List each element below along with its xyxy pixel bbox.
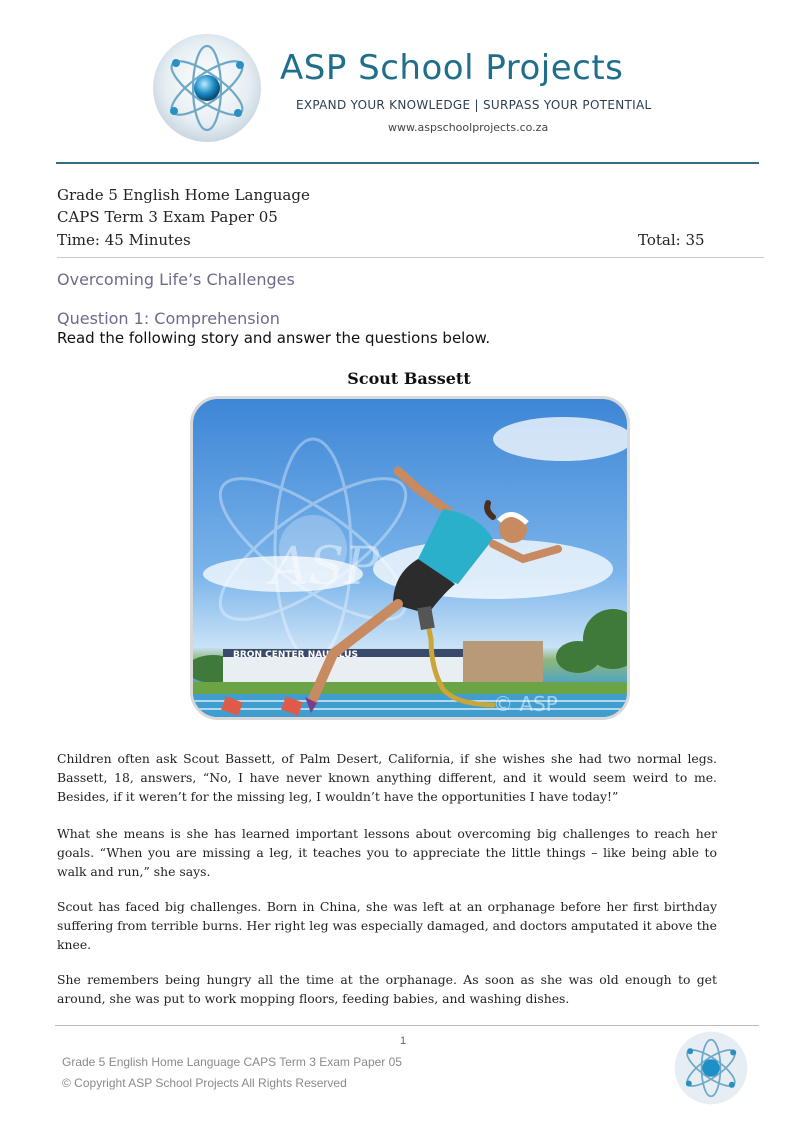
story-paragraph-2: What she means is she has learned important lessons about overcoming big challenges to reach her goals. “When you are missing a leg, it teaches you to appreciate the little things – like being able to walk and run,” she says. <box>57 826 717 879</box>
page-number: 1 <box>400 1035 407 1047</box>
info-divider <box>57 257 764 258</box>
question-instruction: Read the following story and answer the questions below. <box>57 329 491 347</box>
brand-url[interactable]: www.aspschoolprojects.co.za <box>388 121 549 134</box>
section-title: Overcoming Life’s Challenges <box>57 270 295 289</box>
exam-time: Time: 45 Minutes <box>57 231 191 249</box>
exam-paper: CAPS Term 3 Exam Paper 05 <box>57 208 278 226</box>
brand-tagline: EXPAND YOUR KNOWLEDGE | SURPASS YOUR POTENTIAL <box>296 98 652 112</box>
story-paragraph-4: She remembers being hungry all the time at the orphanage. As soon as she was old enough to get around, she was put to work mopping floors, feeding babies, and washing dishes. <box>57 972 717 1006</box>
footer-paper-name: Grade 5 English Home Language CAPS Term 3 Exam Paper 05 <box>62 1055 402 1069</box>
story-paragraph-1: Children often ask Scout Bassett, of Palm Desert, California, if she wishes she had two normal legs. Bassett, 18, answers, “No, I have never known anything different, and it would seem weird to me. Besides, if it weren’t for the missing leg, I wouldn’t have the opportunities I have today!” <box>57 751 717 804</box>
story-photo <box>190 396 630 720</box>
exam-subject: Grade 5 English Home Language <box>57 186 310 204</box>
story-title: Scout Bassett <box>347 369 471 388</box>
photo-banner-text: BRON CENTER NAUTILUS <box>233 650 358 660</box>
atom-logo-icon <box>152 33 262 143</box>
atom-logo-small-icon <box>674 1031 748 1105</box>
story-paragraph-3: Scout has faced big challenges. Born in China, she was left at an orphanage before her first birthday suffering from terrible burns. Her right leg was especially damaged, and doctors amputated it above the knee. <box>57 899 717 952</box>
question-title: Question 1: Comprehension <box>57 309 280 328</box>
footer-copyright: © Copyright ASP School Projects All Rights Reserved <box>62 1076 347 1090</box>
footer-divider <box>55 1025 759 1026</box>
photo-corner-watermark: © ASP <box>493 692 558 716</box>
header-divider <box>56 162 759 164</box>
brand-title: ASP School Projects <box>280 48 624 88</box>
photo-watermark: ASP <box>271 537 380 597</box>
exam-total: Total: 35 <box>638 231 705 249</box>
